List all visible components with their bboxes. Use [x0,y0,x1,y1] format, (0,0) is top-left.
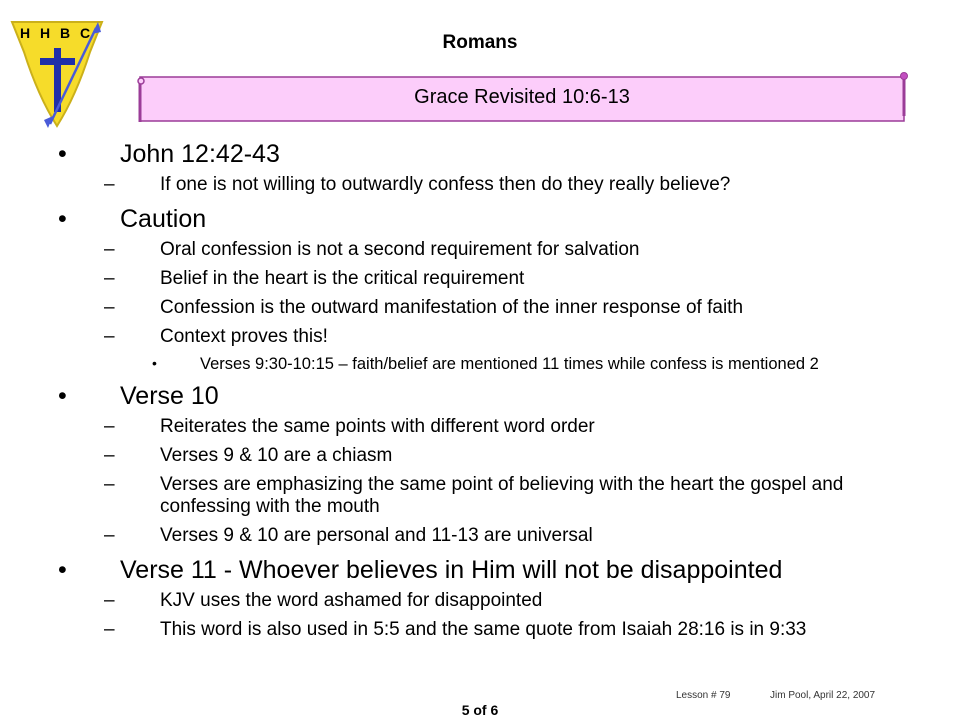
sub-sub-item-text: Verses 9:30-10:15 – faith/belief are mentioned 11 times while confess is mentioned 2 [200,355,819,373]
hhbc-logo [6,8,106,128]
footer-author-date: Jim Pool, April 22, 2007 [770,690,876,701]
bullet-marker: • [58,140,67,168]
slide-content [0,138,960,648]
dash-marker: – [104,474,115,495]
bullet-text: Verse 10 [120,382,219,410]
sub-item [0,239,960,261]
dash-marker: – [104,239,115,260]
sub-item-text: Verses 9 & 10 are a chiasm [160,445,393,466]
sub-item [0,297,960,319]
bullet-text: John 12:42-43 [120,140,280,168]
logo-letter-3: B [60,25,71,41]
bullet-text: Caution [120,205,207,233]
header-title: Romans [442,32,518,53]
sub-item-text: Confession is the outward manifestation of the inner response of faith [160,297,744,318]
dash-marker: – [104,590,115,611]
sub-item-text: Reiterates the same points with different word order [160,416,595,437]
dash-marker: – [104,326,115,347]
dash-marker: – [104,416,115,437]
sub-item [0,268,960,290]
dash-marker: – [104,268,115,289]
sub-item [0,326,960,348]
bullet-marker: • [58,556,67,584]
footer-lesson: Lesson # 79 [676,690,731,701]
sub-item-text: Verses 9 & 10 are personal and 11-13 are universal [160,525,593,546]
sub-item [0,474,960,518]
logo-letter-1: H [20,25,31,41]
bullet-item [0,554,960,586]
bullet-marker: • [152,355,157,371]
bullet-marker: • [58,205,67,233]
dash-marker: – [104,445,115,466]
sub-item-text: Verses are emphasizing the same point of believing with the heart the gospel and confessing with the mouth [160,474,844,517]
banner-knob-left [138,78,144,84]
sub-sub-item [0,355,960,374]
dash-marker: – [104,619,115,640]
sub-item [0,590,960,612]
bullet-text: Verse 11 - Whoever believes in Him will not be disappointed [120,556,783,584]
bullet-item [0,380,960,412]
scroll-banner [132,70,912,128]
sub-item-text: If one is not willing to outwardly confess then do they really believe? [160,174,731,195]
sub-item-text: Oral confession is not a second requirement for salvation [160,239,640,260]
sub-item [0,174,960,196]
bullet-item [0,203,960,235]
dash-marker: – [104,525,115,546]
sub-item-text: KJV uses the word ashamed for disappointed [160,590,543,611]
sub-item [0,416,960,438]
banner-title: Grace Revisited 10:6-13 [414,86,630,108]
sub-item-text: Context proves this! [160,326,328,347]
sub-item-text: Belief in the heart is the critical requirement [160,268,525,289]
logo-letter-2: H [40,25,51,41]
banner-knob-right [901,73,908,80]
logo-letter-4: C [80,25,91,41]
sub-item [0,525,960,547]
cross-horizontal [40,58,75,65]
bullet-marker: • [58,382,67,410]
dash-marker: – [104,297,115,318]
sub-item-text: This word is also used in 5:5 and the same quote from Isaiah 28:16 is in 9:33 [160,619,807,640]
page-number: 5 of 6 [461,702,499,718]
sub-item [0,445,960,467]
dash-marker: – [104,174,115,195]
sub-item [0,619,960,641]
bullet-item [0,138,960,170]
